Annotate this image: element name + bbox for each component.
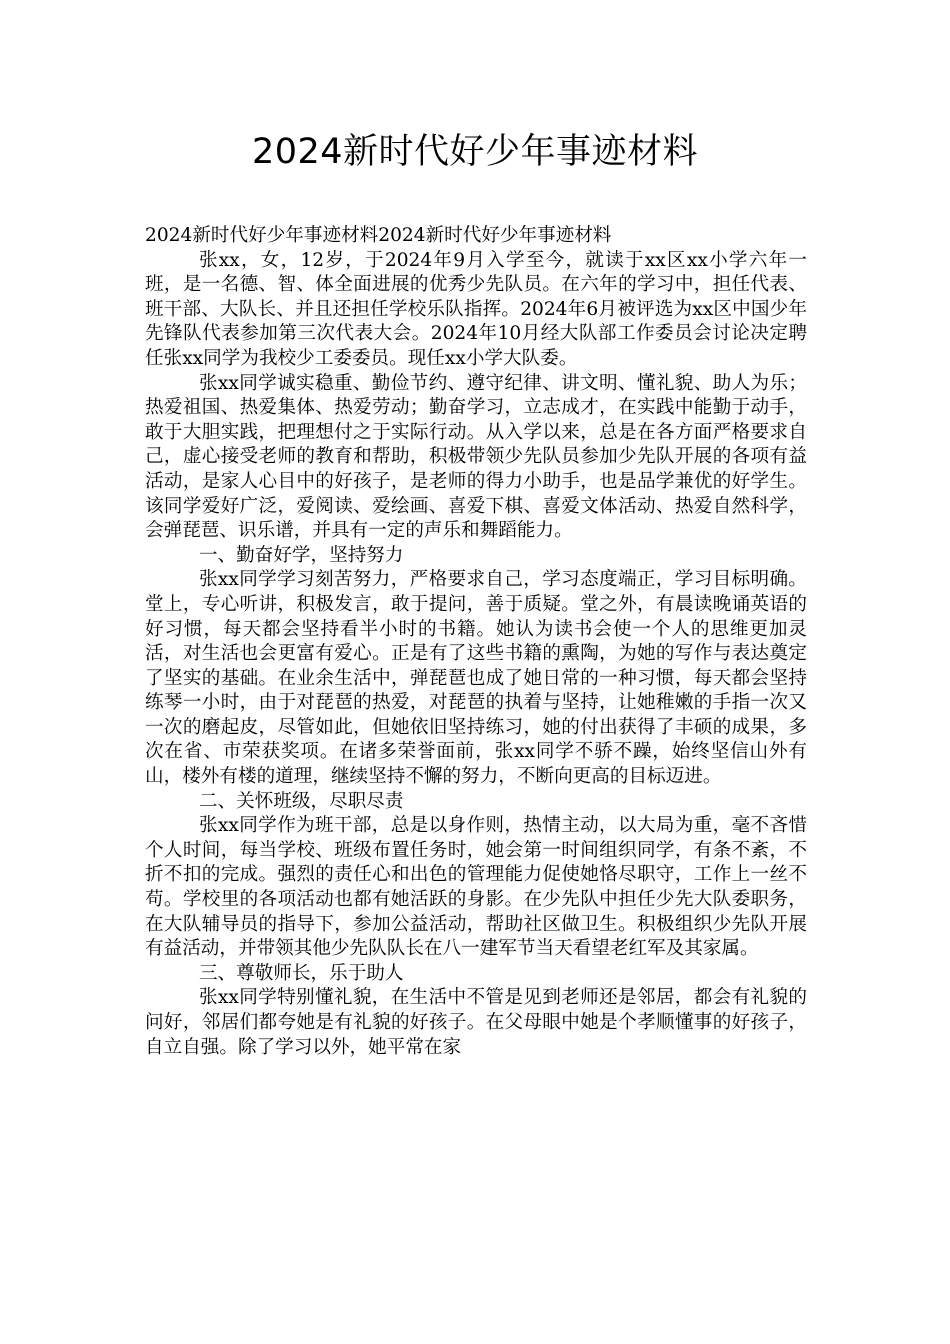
section-heading-2: 二、关怀班级，尽职尽责 [198, 790, 404, 812]
paragraph-character: 张xx同学诚实稳重、勤俭节约、遵守纪律、讲文明、懂礼貌、助人为乐；热爱祖国、热爱集体、热爱劳动；勤奋学习，立志成才，在实践中能勤于动手，敢于大胆实践，把理想付之于实际行动。从入学以来，总是在各方面严格要求自己，虚心接受老师的教育和帮助，积极带领少先队员参加少先队开展的各项有益活动，是家人心目中的好孩子，是老师的得力小助手，也是品学兼优的好学生。该同学爱好广泛，爱阅读、爱绘画、喜爱下棋、喜爱文体活动、热爱自然科学，会弹琵琶、识乐谱，并具有一定的声乐和舞蹈能力。 [145, 372, 807, 542]
paragraph-study: 张xx同学学习刻苦努力，严格要求自己，学习态度端正，学习目标明确。堂上，专心听讲，积极发言，敢于提问，善于质疑。堂之外，有晨读晚诵英语的好习惯，每天都会坚持看半小时的书籍。她认为读书会使一个人的思维更加灵活，对生活也会更富有爱心。正是有了这些书籍的熏陶，为她的写作与表达奠定了坚实的基础。在业余生活中，弹琵琶也成了她日常的一种习惯，每天都会坚持练琴一小时，由于对琵琶的热爱，对琵琶的执着与坚持，让她稚嫩的手指一次又一次的磨起皮，尽管如此，但她依旧坚持练习，她的付出获得了丰硕的成果，多次在省、市荣获奖项。在诸多荣誉面前，张xx同学不骄不躁，始终坚信山外有山，楼外有楼的道理，继续坚持不懈的努力，不断向更高的目标迈进。 [145, 569, 807, 788]
intro-line: 2024新时代好少年事迹材料2024新时代好少年事迹材料 [145, 225, 612, 246]
section-heading-1: 一、勤奋好学，坚持努力 [198, 544, 404, 566]
paragraph-class-duty: 张xx同学作为班干部，总是以身作则，热情主动，以大局为重，毫不吝惜个人时间，每当学校、班级布置任务时，她会第一时间组织同学，有条不紊，不折不扣的完成。强烈的责任心和出色的管理能力促使她恪尽职守，工作上一丝不苟。学校里的各项活动也都有她活跃的身影。在少先队中担任少先大队委职务，在大队辅导员的指导下，参加公益活动，帮助社区做卫生。积极组织少先队开展有益活动，并带领其他少先队队长在八一建军节当天看望老红军及其家属。 [145, 815, 807, 960]
paragraph-respect: 张xx同学特别懂礼貌，在生活中不管是见到老师还是邻居，都会有礼貌的问好，邻居们都夸她是有礼貌的好孩子。在父母眼中她是个孝顺懂事的好孩子，自立自强。除了学习以外，她平常在家 [145, 987, 807, 1058]
paragraph-profile: 张xx，女，12岁，于2024年9月入学至今，就读于xx区xx小学六年一班，是一名德、智、体全面进展的优秀少先队员。在六年的学习中，担任代表、班干部、大队长、并且还担任学校乐队指挥。2024年6月被评选为xx区中国少年先锋队代表参加第三次代表大会。2024年10月经大队部工作委员会讨论决定聘任张xx同学为我校少工委委员。现任xx小学大队委。 [145, 249, 807, 369]
section-heading-3: 三、尊敬师长，乐于助人 [198, 962, 404, 984]
document-title: 2024新时代好少年事迹材料 [251, 132, 699, 172]
document-body [145, 224, 807, 1060]
